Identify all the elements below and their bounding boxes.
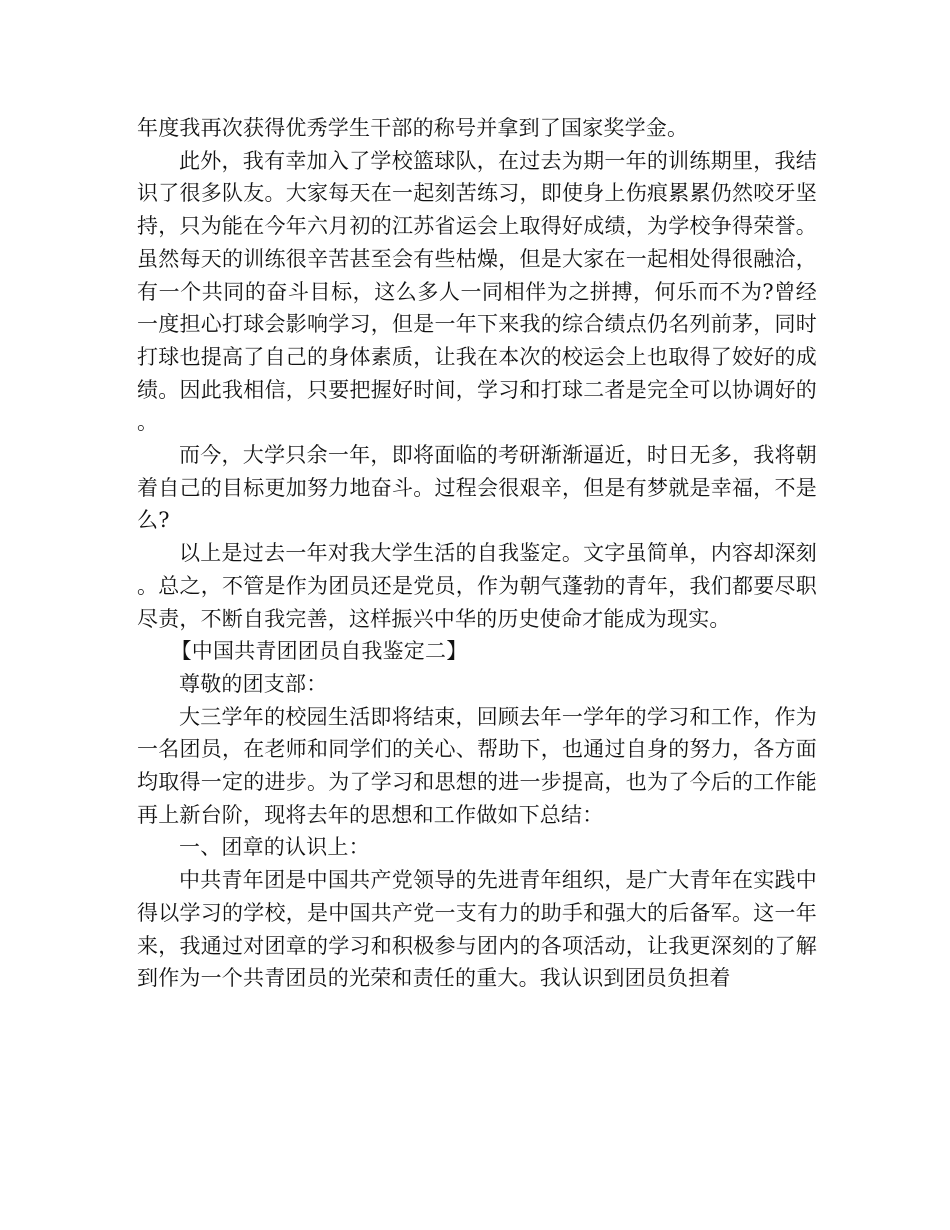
section-heading: 【中国共青团团员自我鉴定二】 bbox=[170, 639, 468, 664]
paragraph-continuation: 年度我再次获得优秀学生干部的称号并拿到了国家奖学金。 bbox=[137, 116, 689, 140]
paragraph-summary: 以上是过去一年对我大学生活的自我鉴定。文字虽简单，内容却深刻。总之，不管是作为团员还是党员，作为朝气蓬勃的青年，我们都要尽职尽责，不断自我完善，这样振兴中华的历史使命才能成为现实。 bbox=[137, 541, 817, 631]
document-body bbox=[137, 112, 817, 995]
paragraph-intro: 大三学年的校园生活即将结束，回顾去年一学年的学习和工作，作为一名团员，在老师和同学们的关心、帮助下，也通过自身的努力，各方面均取得一定的进步。为了学习和思想的进一步提高，也为了今后的工作能再上新台阶，现将去年的思想和工作做如下总结： bbox=[137, 704, 817, 827]
paragraph-basketball-team: 此外，我有幸加入了学校篮球队，在过去为期一年的训练期里，我结识了很多队友。大家每天在一起刻苦练习，即使身上伤痕累累仍然咬牙坚持，只为能在今年六月初的江苏省运会上取得好成绩，为学校争得荣誉。虽然每天的训练很辛苦甚至会有些枯燥，但是大家在一起相处得很融洽，有一个共同的奋斗目标，这么多人一同相伴为之拼搏，何乐而不为?曾经一度担心打球会影响学习，但是一年下来我的综合绩点仍名列前茅，同时打球也提高了自己的身体素质，让我在本次的校运会上也取得了姣好的成绩。因此我相信，只要把握好时间，学习和打球二者是完全可以协调好的。 bbox=[137, 148, 817, 435]
paragraph-league-constitution: 中共青年团是中国共产党领导的先进青年组织，是广大青年在实践中得以学习的学校，是中国共产党一支有力的助手和强大的后备军。这一年来，我通过对团章的学习和积极参与团内的各项活动，让我更深刻的了解到作为一个共青团员的光荣和责任的重大。我认识到团员负担着 bbox=[137, 868, 817, 991]
paragraph-future-goals: 而今，大学只余一年，即将面临的考研渐渐逼近，时日无多，我将朝着自己的目标更加努力地奋斗。过程会很艰辛，但是有梦就是幸福，不是么? bbox=[137, 443, 817, 533]
salutation: 尊敬的团支部： bbox=[179, 671, 328, 696]
subsection-heading: 一、团章的认识上： bbox=[179, 835, 370, 860]
